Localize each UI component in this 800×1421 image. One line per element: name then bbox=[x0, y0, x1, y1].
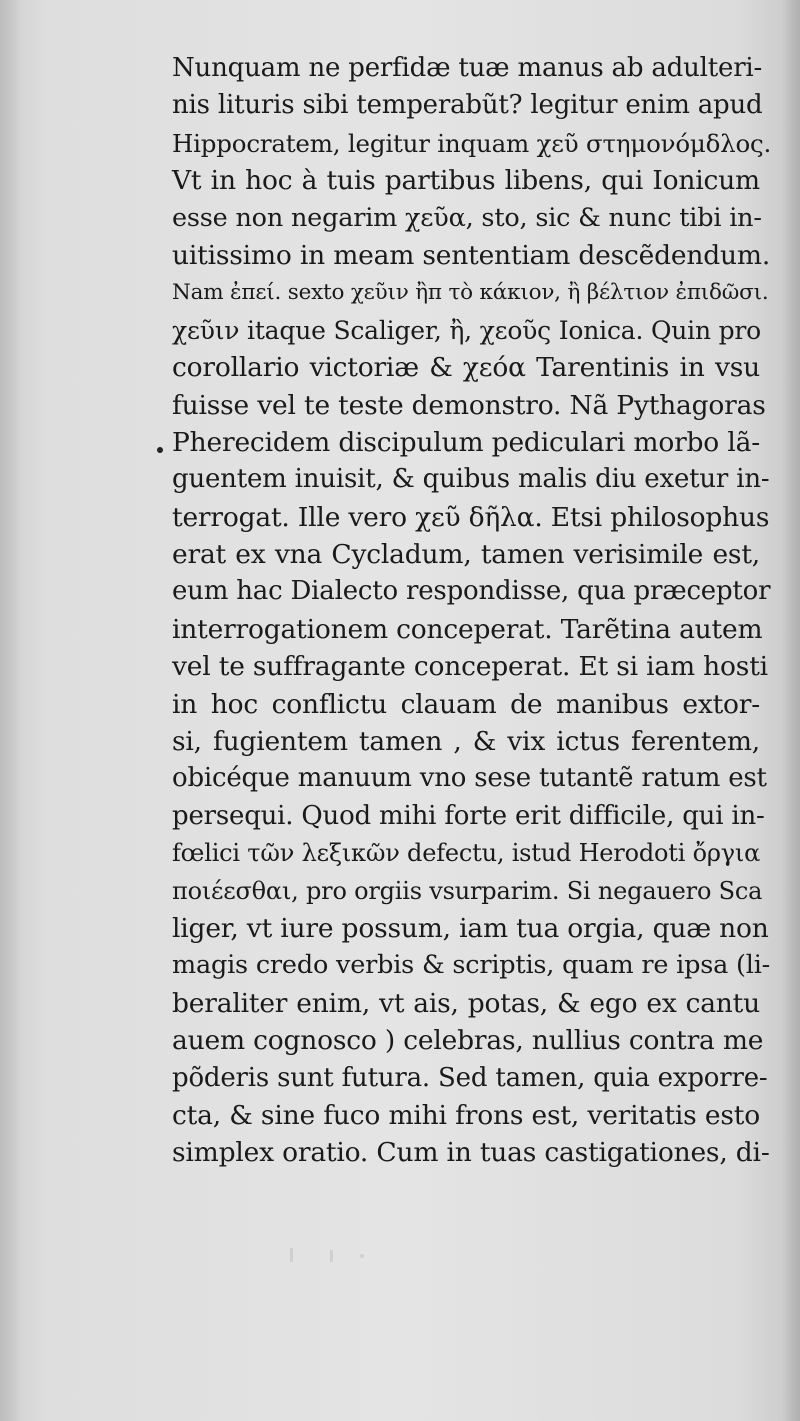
text-line: cta, & sine fuco mihi frons est, veritatis esto bbox=[172, 1099, 760, 1131]
text-line: fœlici τῶν λεξικῶν defectu, istud Herodoti ὄργια bbox=[172, 839, 761, 868]
text-line: Vt in hoc à tuis partibus libens, qui Ionicum bbox=[172, 165, 760, 197]
text-line: ποιέεσθαι, pro orgiis vsurparim. Si negauero Sca bbox=[172, 876, 763, 905]
text-line: beraliter enim, vt ais, potas, & ego ex cantu bbox=[172, 987, 760, 1019]
text-line: magis credo verbis & scriptis, quam re ipsa (li- bbox=[172, 950, 771, 981]
text-line: Pherecidem discipulum pediculari morbo lã- bbox=[172, 426, 760, 458]
text-line: liger, vt iure possum, iam tua orgia, quæ non bbox=[172, 912, 769, 944]
text-line: guentem inuisit, & quibus malis diu exetur in- bbox=[172, 464, 770, 495]
text-line: Hippocratem, legitur inquam χεῦ στημονόμδλος. bbox=[172, 128, 772, 158]
text-line: uitissimo in meam sententiam descẽdendum. bbox=[172, 239, 771, 271]
text-line: vel te suffragante conceperat. Et si iam hosti bbox=[172, 651, 768, 683]
page-edge-shadow bbox=[782, 0, 800, 1421]
latin-text-body bbox=[172, 50, 772, 1172]
text-line: Nam ἐπεί. sexto χεῦιν ἢπ τὸ κάκιον, ἢ βέλτιον ἐπιδῶσι. bbox=[172, 280, 769, 306]
text-line: eum hac Dialecto respondisse, qua præceptor bbox=[172, 576, 771, 607]
text-line: simplex oratio. Cum in tuas castigationes, di- bbox=[172, 1137, 770, 1169]
margin-ink-dot bbox=[157, 447, 163, 453]
text-line: nis lituris sibi temperabũt? legitur enim apud bbox=[172, 90, 763, 121]
text-line: esse non negarim χεῦα, sto, sic & nunc tibi in- bbox=[172, 202, 762, 233]
text-line: in hoc conflictu clauam de manibus extor- bbox=[172, 688, 760, 720]
page-gutter-shadow bbox=[0, 0, 22, 1421]
text-line: interrogationem conceperat. Tarẽtina autem bbox=[172, 613, 763, 645]
text-line: põderis sunt futura. Sed tamen, quia exporre- bbox=[172, 1062, 768, 1093]
text-line: persequi. Quod mihi forte erit difficile, qui in- bbox=[172, 800, 765, 831]
text-line: terrogat. Ille vero χεῦ δῆλα. Etsi philosophus bbox=[172, 501, 770, 533]
faint-show-through-marks bbox=[270, 1240, 390, 1270]
text-line: fuisse vel te teste demonstro. Nã Pythagoras bbox=[172, 389, 766, 421]
text-line: obicéque manuum vno sese tutantẽ ratum est bbox=[172, 763, 767, 794]
text-line: χεῦιν itaque Scaliger, ἢ, χεοῦς Ionica. Quin pro bbox=[172, 315, 761, 345]
text-line: si, fugientem tamen , & vix ictus ferentem, bbox=[172, 726, 760, 758]
text-line: Nunquam ne perfidæ tuæ manus ab adulteri- bbox=[172, 53, 763, 83]
text-line: corollario victoriæ & χεόα Tarentinis in vsu bbox=[172, 352, 760, 384]
text-line: auem cognosco ) celebras, nullius contra me bbox=[172, 1025, 764, 1057]
text-line: erat ex vna Cycladum, tamen verisimile est, bbox=[172, 539, 760, 571]
